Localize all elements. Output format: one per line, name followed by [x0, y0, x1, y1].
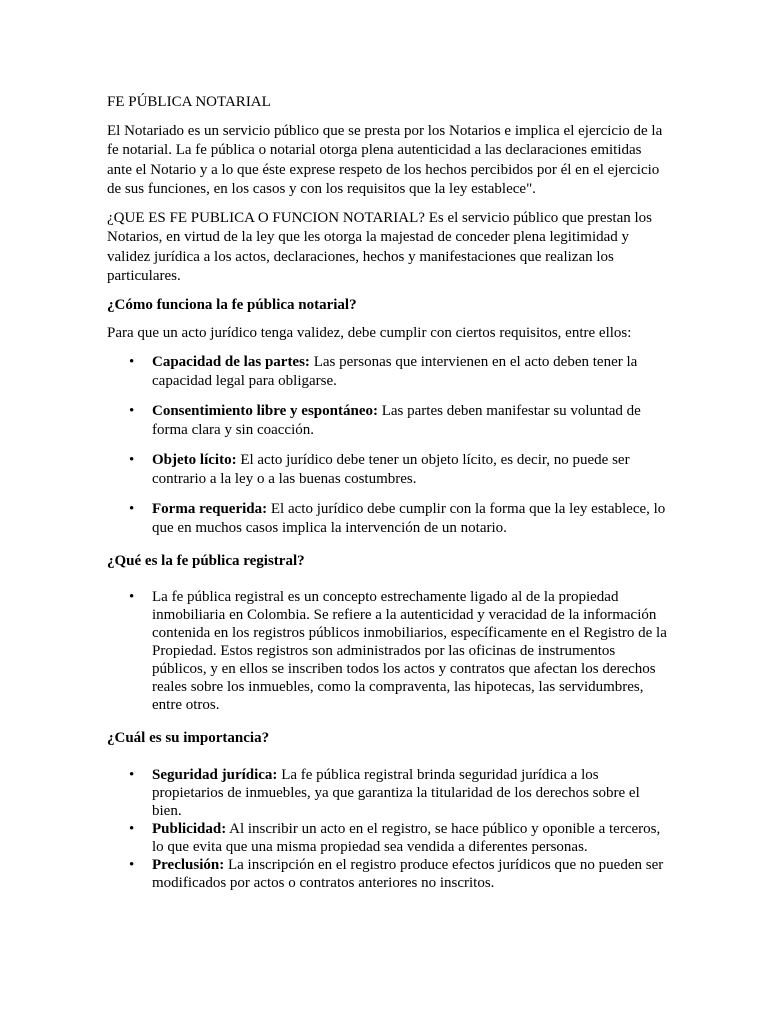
- list-item: [107, 353, 667, 392]
- item-term: Capacidad de las partes:: [152, 353, 310, 370]
- item-text: La inscripción en el registro produce efectos jurídicos que no pueden ser modificados por actos o contratos anteriores no inscritos.: [152, 856, 664, 891]
- list-item: • La fe pública registral es un concepto estrechamente ligado al de la propiedad inmobiliaria en Colombia. Se refiere a la autenticidad y veracidad de la información contenida en los registros públicos inmobiliarios, específicamente en el Registro de la Propiedad. Estos registros son administrados por las oficinas de instrumentos públicos, y en ellos se inscriben todos los actos y contratos que afectan los derechos reales sobre los inmuebles, como la compraventa, las hipotecas, las servidumbres, entre otros.: [107, 588, 667, 714]
- heading-registral: ¿Qué es la fe pública registral?: [107, 552, 305, 569]
- definition-paragraph: ¿QUE ES FE PUBLICA O FUNCION NOTARIAL? Es el servicio público que prestan los Notarios, en virtud de la ley que les otorga la majestad de conceder plena legitimidad y validez jurídica a los actos, declaraciones, hechos y manifestaciones que realizan los particulares.: [107, 209, 652, 284]
- item-term: Preclusión:: [152, 856, 225, 873]
- item-term: Consentimiento libre y espontáneo:: [152, 402, 378, 419]
- item-text: La fe pública registral brinda seguridad jurídica a los propietarios de inmuebles, ya que garantiza la titularidad de los derechos sobre el bien.: [152, 766, 640, 819]
- intro-paragraph: El Notariado es un servicio público que se presta por los Notarios e implica el ejercicio de la fe notarial. La fe pública o notarial otorga plena autenticidad a las declaraciones emitidas ante el Notario y a lo que éste exprese respeto de los hechos percibidos por él en el ejercicio de sus funciones, en los casos y con los requisitos que la ley establece".: [107, 122, 663, 197]
- item-text: Las personas que intervienen en el acto deben tener la capacidad legal para obligarse.: [152, 353, 638, 389]
- list-item: [107, 766, 667, 820]
- item-text: Al inscribir un acto en el registro, se hace público y oponible a terceros, lo que evita que una misma propiedad sea vendida a diferentes personas.: [152, 820, 661, 855]
- item-term: Seguridad jurídica:: [152, 766, 278, 783]
- importance-list: [107, 766, 667, 892]
- document-body: [107, 93, 667, 892]
- registral-list: [107, 588, 667, 714]
- item-text: Las partes deben manifestar su voluntad de forma clara y sin coacción.: [152, 402, 641, 438]
- requirements-list: [107, 353, 667, 539]
- document-title: FE PÚBLICA NOTARIAL: [107, 94, 271, 110]
- list-item: [107, 856, 667, 892]
- heading-how-it-works: ¿Cómo funciona la fe pública notarial?: [107, 296, 357, 313]
- list-item: [107, 500, 667, 539]
- item-text: El acto jurídico debe tener un objeto lícito, es decir, no puede ser contrario a la ley o a las buenas costumbres.: [152, 451, 630, 487]
- item-term: Objeto lícito:: [152, 451, 237, 468]
- list-item: [107, 820, 667, 856]
- list-item: [107, 451, 667, 490]
- requirements-intro: Para que un acto jurídico tenga validez, debe cumplir con ciertos requisitos, entre ellos:: [107, 325, 632, 341]
- item-term: Publicidad:: [152, 820, 227, 837]
- heading-importance: ¿Cuál es su importancia?: [107, 730, 270, 746]
- item-text: El acto jurídico debe cumplir con la forma que la ley establece, lo que en muchos casos implica la intervención de un notario.: [152, 500, 666, 536]
- list-item: [107, 402, 667, 441]
- item-term: Forma requerida:: [152, 500, 268, 517]
